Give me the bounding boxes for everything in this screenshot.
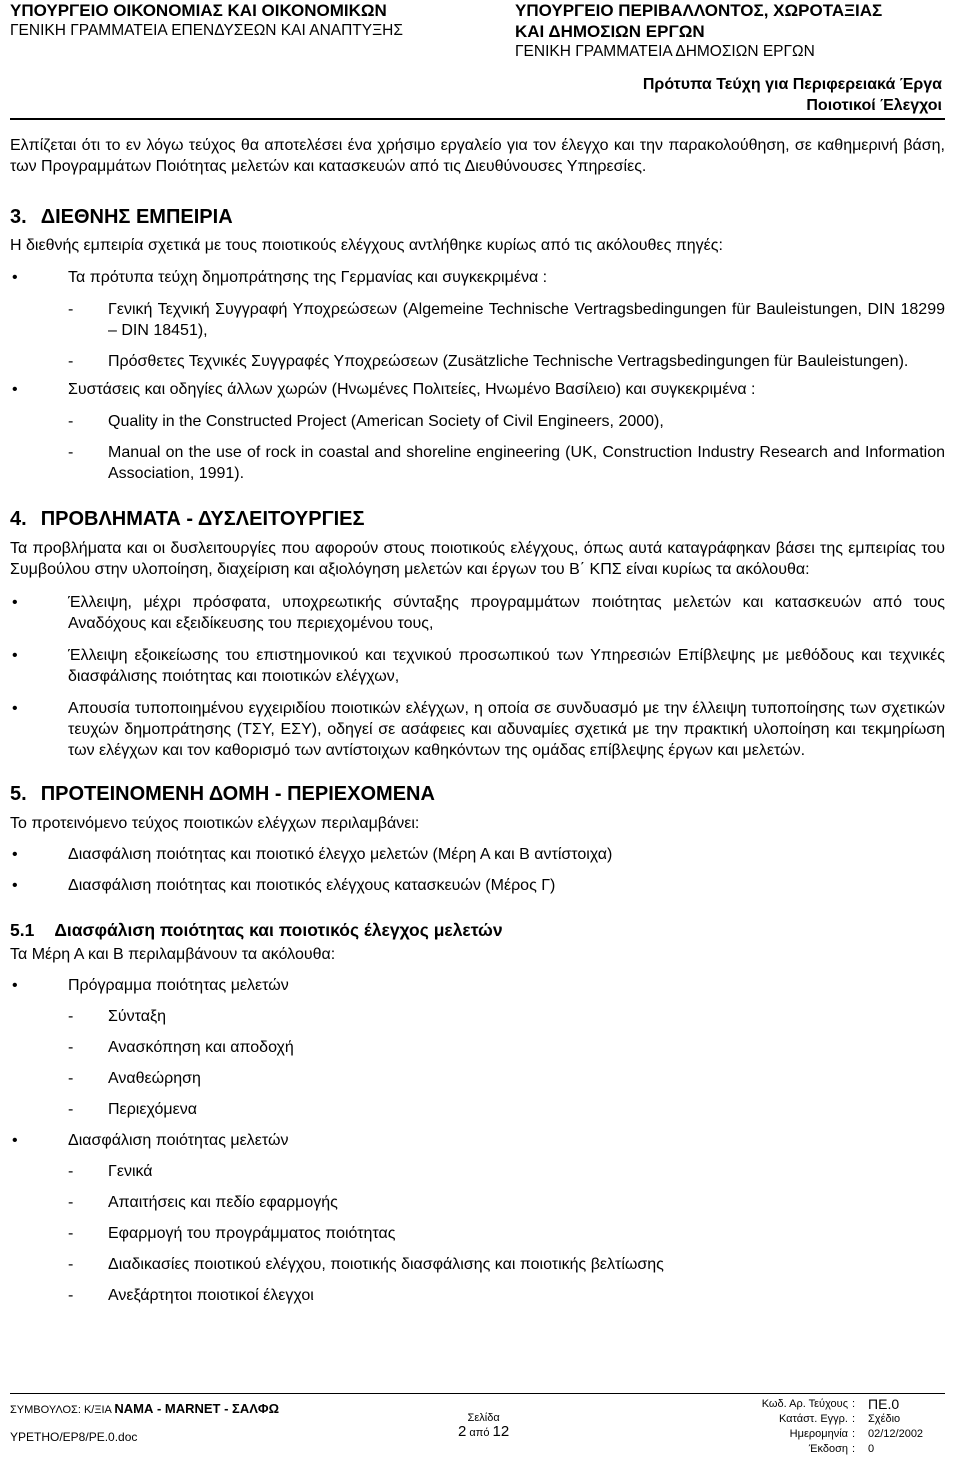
list-subitem-text: Εφαρμογή του προγράμματος ποιότητας (108, 1225, 396, 1242)
section-3-lead: Η διεθνής εμπειρία σχετικά με τους ποιοτικούς ελέγχους αντλήθηκε κυρίως από τις ακόλουθες πηγές: (10, 237, 723, 254)
page-of: από (469, 1427, 490, 1439)
consultant-name: ΝΑΜΑ - MARNET - ΣΑΛΦΩ (114, 1401, 280, 1416)
meta-value: 02/12/2002 (868, 1428, 924, 1440)
document-title-block (643, 74, 942, 116)
page-content (10, 127, 945, 1306)
dash-icon: - (68, 1256, 74, 1273)
dash-icon: - (68, 1194, 74, 1211)
section-title: Διασφάλιση ποιότητας και ποιοτικός έλεγχος μελετών (54, 920, 503, 940)
list-item (10, 875, 945, 896)
section-title: ΔΙΕΘΝΗΣ ΕΜΠΕΙΡΙΑ (40, 206, 233, 228)
list-subitem (10, 1161, 945, 1182)
list-item-text: Συστάσεις και οδηγίες άλλων χωρών (Ηνωμένες Πολιτείες, Ηνωμένο Βασίλειο) και συγκεκριμένα : (68, 381, 756, 398)
header-left (10, 0, 403, 41)
document-subtitle: Ποιοτικοί Έλεγχοι (806, 97, 942, 114)
consultant-label: ΣΥΜΒΟΥΛΟΣ: Κ/ΞΙΑ (10, 1404, 112, 1416)
list-subitem-text: Ανεξάρτητοι ποιοτικοί έλεγχοι (108, 1287, 314, 1304)
list-subitem-text: Απαιτήσεις και πεδίο εφαρμογής (108, 1194, 338, 1211)
section-number: 5. (10, 783, 27, 805)
list-item (10, 379, 945, 400)
bullet-icon: • (12, 594, 18, 611)
list-item-text: Απουσία τυποποιημένου εγχειριδίου ποιοτικών ελέγχων, η οποία σε συνδυασμό με την έλλειψη τυποποίησης των σχετικών τευχών δημοπράτησης (ΤΣΥ, ΕΣΥ), οδηγεί σε ασάφειες και αδυναμίες σχετικά με την πρακτική υλοποίηση και τεκμηρίωση των ελέγχων και τον καθορισμό των αντίστοιχων καθηκόντων της ομάδας επίβλεψης έργων και μελετών. (68, 700, 945, 759)
list-item (10, 267, 945, 288)
section-number: 5.1 (10, 920, 35, 940)
bullet-icon: • (12, 700, 18, 717)
section-5-1-lead: Τα Μέρη Α και Β περιλαμβάνουν τα ακόλουθα: (10, 946, 336, 963)
bullet-icon: • (12, 269, 18, 286)
list-subitem (10, 411, 945, 432)
meta-value: ΠΕ.0 (868, 1396, 900, 1412)
ministry-environment-cont: ΚΑΙ ΔΗΜΟΣΙΩΝ ΕΡΓΩΝ (515, 22, 705, 41)
section-title: ΠΡΟΒΛΗΜΑΤΑ - ΔΥΣΛΕΙΤΟΥΡΓΙΕΣ (40, 508, 365, 530)
page-header (0, 0, 960, 120)
list-subitem-text: Περιεχόμενα (108, 1101, 197, 1118)
list-subitem-text: Γενικά (108, 1163, 153, 1180)
meta-key: Κωδ. Αρ. Τεύχους (761, 1398, 848, 1410)
bullet-icon: • (12, 846, 18, 863)
list-item-text: Πρόγραμμα ποιότητας μελετών (68, 977, 289, 994)
section-5-heading (10, 781, 945, 807)
ministry-environment: ΥΠΟΥΡΓΕΙΟ ΠΕΡΙΒΑΛΛΟΝΤΟΣ, ΧΩΡΟΤΑΞΙΑΣ (515, 1, 883, 20)
section-4-lead: Τα προβλήματα και οι δυσλειτουργίες που αφορούν στους ποιοτικούς ελέγχους, όπως αυτά καταγράφηκαν βάσει της εμπειρίας του Συμβούλου στην υλοποίηση, διαχείριση και αξιολόγηση μελετών και έργων του Β΄ ΚΠΣ είναι κυρίως τα ακόλουθα: (10, 540, 945, 578)
list-subitem (10, 1068, 945, 1089)
list-subitem-text: Manual on the use of rock in coastal and shoreline engineering (UK, Construction Industry Research and Information Association, 1991). (108, 444, 945, 482)
dash-icon: - (68, 353, 74, 370)
bullet-icon: • (12, 1132, 18, 1149)
list-item (10, 645, 945, 687)
list-subitem-text: Ανασκόπηση και αποδοχή (108, 1039, 294, 1056)
list-item (10, 975, 945, 996)
list-item-text: Διασφάλιση ποιότητας μελετών (68, 1132, 289, 1149)
list-item-text: Έλλειψη εξοικείωσης του επιστημονικού και τεχνικού προσωπικού των Υπηρεσιών Επίβλεψης με μεθόδους και τεχνικές διασφάλισης ποιότητας και ποιοτικών ελέγχων, (68, 647, 945, 685)
list-item-text: Έλλειψη, μέχρι πρόσφατα, υποχρεωτικής σύνταξης προγραμμάτων ποιότητας μελετών και κατασκευών από τους Αναδόχους και εξειδίκευσης του περιεχομένου τους, (68, 594, 945, 632)
dash-icon: - (68, 1070, 74, 1087)
page-total: 12 (492, 1423, 510, 1440)
dash-icon: - (68, 1039, 74, 1056)
meta-value: 0 (868, 1443, 875, 1455)
meta-value: Σχέδιο (868, 1413, 901, 1425)
dash-icon: - (68, 1101, 74, 1118)
dash-icon: - (68, 444, 74, 461)
list-subitem-text: Σύνταξη (108, 1008, 167, 1025)
page-number: 2 (458, 1423, 467, 1440)
section-title: ΠΡΟΤΕΙΝΟΜΕΝΗ ΔΟΜΗ - ΠΕΡΙΕΧΟΜΕΝΑ (40, 783, 435, 805)
intro-paragraph: Ελπίζεται ότι το εν λόγω τεύχος θα αποτελέσει ένα χρήσιμο εργαλείο για τον έλεγχο και την παρακολούθηση, σε καθημερινή βάση, των Προγραμμάτων Ποιότητας μελετών και κατασκευών από τις Διευθύνουσες Υπηρεσίες. (10, 137, 945, 175)
section-5-lead: Το προτεινόμενο τεύχος ποιοτικών ελέγχων περιλαμβάνει: (10, 815, 420, 832)
ministry-finance: ΥΠΟΥΡΓΕΙΟ ΟΙΚΟΝΟΜΙΑΣ ΚΑΙ ΟΙΚΟΝΟΜΙΚΩΝ (10, 1, 387, 20)
section-3-heading (10, 204, 945, 230)
meta-keys (698, 1397, 848, 1457)
dash-icon: - (68, 1008, 74, 1025)
page-indicator (458, 1411, 509, 1440)
list-subitem-text: Πρόσθετες Τεχνικές Συγγραφές Υποχρεώσεων (Zusätzliche Technische Vertragsbedingungen für Bauleistungen). (108, 353, 909, 370)
footer-rule (10, 1393, 945, 1394)
section-number: 3. (10, 206, 27, 228)
header-right (515, 0, 882, 62)
dash-icon: - (68, 413, 74, 430)
bullet-icon: • (12, 647, 18, 664)
meta-values (868, 1397, 948, 1457)
list-item-text: Διασφάλιση ποιότητας και ποιοτικό έλεγχο μελετών (Μέρη Α και Β αντίστοιχα) (68, 846, 613, 863)
header-rule (10, 118, 945, 120)
section-number: 4. (10, 508, 27, 530)
list-subitem (10, 351, 945, 372)
bullet-icon: • (12, 877, 18, 894)
list-subitem (10, 1192, 945, 1213)
consultant-line (10, 1401, 279, 1418)
list-subitem-text: Γενική Τεχνική Συγγραφή Υποχρεώσεων (Algemeine Technische Vertragsbedingungen für Bauleistungen, DIN 18299 – DIN 18451), (108, 301, 945, 339)
meta-colons: : : : : (852, 1398, 856, 1455)
list-subitem (10, 299, 945, 341)
list-item (10, 592, 945, 634)
secretariat-public-works: ΓΕΝΙΚΗ ΓΡΑΜΜΑΤΕΙΑ ΔΗΜΟΣΙΩΝ ΕΡΓΩΝ (515, 43, 815, 60)
dash-icon: - (68, 1163, 74, 1180)
document-title: Πρότυπα Τεύχη για Περιφερειακά Έργα (642, 76, 942, 93)
dash-icon: - (68, 1225, 74, 1242)
section-4-heading (10, 506, 945, 532)
secretariat-investments: ΓΕΝΙΚΗ ΓΡΑΜΜΑΤΕΙΑ ΕΠΕΝΔΥΣΕΩΝ ΚΑΙ ΑΝΑΠΤΥΞΗΣ (10, 22, 403, 39)
bullet-icon: • (12, 977, 18, 994)
list-item (10, 1130, 945, 1151)
list-subitem (10, 1037, 945, 1058)
list-item-text: Διασφάλιση ποιότητας και ποιοτικός ελέγχους κατασκευών (Μέρος Γ) (68, 877, 556, 894)
file-name: ΥΡΕΤΗΟ/ΕΡ8/ΡΕ.0.doc (10, 1430, 138, 1444)
list-subitem (10, 1099, 945, 1120)
dash-icon: - (68, 301, 74, 318)
list-subitem-text: Αναθεώρηση (108, 1070, 201, 1087)
list-subitem (10, 442, 945, 484)
list-subitem (10, 1285, 945, 1306)
page-label: Σελίδα (467, 1412, 500, 1424)
dash-icon: - (68, 1287, 74, 1304)
list-subitem (10, 1254, 945, 1275)
list-subitem (10, 1006, 945, 1027)
list-subitem-text: Quality in the Constructed Project (American Society of Civil Engineers, 2000), (108, 413, 664, 430)
list-item-text: Τα πρότυπα τεύχη δημοπράτησης της Γερμανίας και συγκεκριμένα : (68, 269, 548, 286)
meta-key: Ημερομηνία (789, 1428, 848, 1440)
page-footer (10, 1393, 945, 1455)
section-5-1-heading (10, 918, 945, 942)
meta-key: Έκδοση (808, 1443, 848, 1455)
list-item (10, 844, 945, 865)
bullet-icon: • (12, 381, 18, 398)
list-subitem-text: Διαδικασίες ποιοτικού ελέγχου, ποιοτικής διασφάλισης και ποιοτικής βελτίωσης (108, 1256, 664, 1273)
meta-key: Κατάστ. Εγγρ. (778, 1413, 848, 1425)
list-item (10, 698, 945, 761)
list-subitem (10, 1223, 945, 1244)
